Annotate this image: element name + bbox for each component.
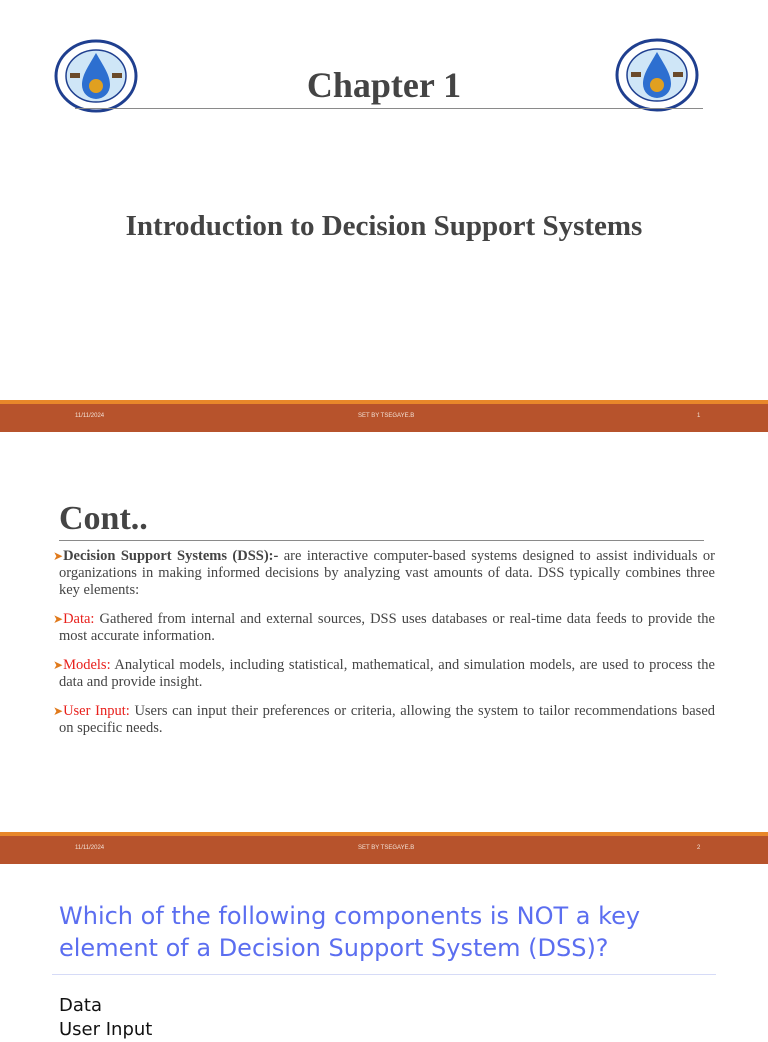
slide-2 bbox=[0, 432, 768, 864]
question-divider bbox=[52, 974, 716, 975]
title-divider bbox=[59, 540, 704, 541]
slide-1 bbox=[0, 0, 768, 432]
arrow-bullet-icon: ➤ bbox=[53, 658, 64, 672]
arrow-bullet-icon: ➤ bbox=[53, 704, 64, 718]
bullet-models bbox=[53, 657, 715, 691]
slide-title: Cont.. bbox=[59, 500, 148, 537]
slide-footer bbox=[0, 400, 768, 432]
bullet-list bbox=[53, 548, 716, 749]
footer-author: SET BY TSEGAYE.B bbox=[358, 845, 415, 851]
chapter-title: Chapter 1 bbox=[306, 65, 462, 105]
slide-footer bbox=[0, 832, 768, 864]
bullet-label: Decision Support Systems (DSS):- bbox=[63, 548, 279, 564]
question-text: Which of the following components is NOT a key element of a Decision Support System (DSS)? bbox=[59, 902, 641, 962]
bullet-text: Gathered from internal and external sources, DSS uses databases or real-time data feeds to provide the most accurate information. bbox=[59, 611, 715, 644]
title-divider bbox=[75, 108, 703, 109]
bullet-text: Users can input their preferences or criteria, allowing the system to tailor recommendations based on specific needs. bbox=[59, 703, 716, 736]
bullet-user-input bbox=[53, 703, 716, 737]
bullet-data bbox=[53, 611, 715, 645]
arrow-bullet-icon: ➤ bbox=[53, 549, 64, 563]
footer-page-number: 2 bbox=[697, 845, 701, 851]
footer-date: 11/11/2024 bbox=[75, 845, 105, 851]
bullet-label: Data: bbox=[63, 611, 95, 627]
footer-accent-line bbox=[0, 832, 768, 836]
bullet-label: User Input: bbox=[63, 703, 130, 719]
footer-date: 11/11/2024 bbox=[75, 413, 105, 419]
chapter-subtitle: Introduction to Decision Support Systems bbox=[125, 210, 643, 242]
bullet-text: are interactive computer-based systems designed to assist individuals or organizations in making informed decisions by analyzing vast amounts of data. DSS typically combines three key elements: bbox=[59, 548, 715, 598]
footer-page-number: 1 bbox=[697, 413, 701, 419]
arrow-bullet-icon: ➤ bbox=[53, 612, 64, 626]
answer-option: Data bbox=[59, 995, 102, 1016]
footer-accent-line bbox=[0, 400, 768, 404]
bullet-dss bbox=[53, 548, 715, 599]
answer-option: User Input bbox=[59, 1019, 153, 1040]
footer-author: SET BY TSEGAYE.B bbox=[358, 413, 415, 419]
bullet-text: Analytical models, including statistical, mathematical, and simulation models, are used to process the data and provide insight. bbox=[59, 657, 715, 690]
answer-options bbox=[59, 994, 152, 1042]
slide-3 bbox=[0, 864, 768, 1040]
bullet-label: Models: bbox=[63, 657, 111, 673]
